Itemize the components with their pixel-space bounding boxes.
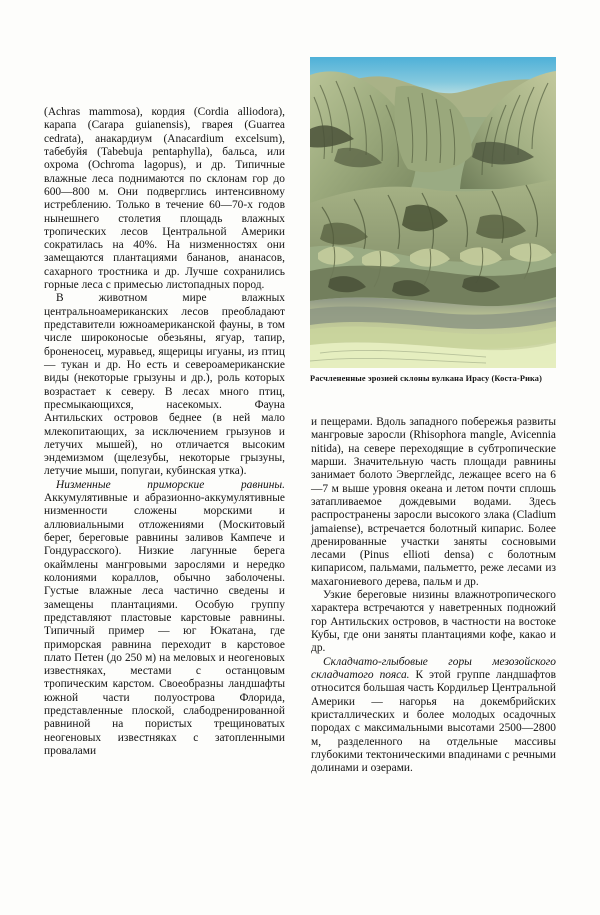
paragraph-lowland-plains [44, 479, 285, 759]
figure-caption: Расчлененные эрозией склоны вулкана Ирасу (Коста-Рика) [310, 374, 543, 383]
run-in-heading-fold-block-mountains: Складчато-глыбовые горы мезозойского складчатого пояса. [311, 655, 556, 681]
left-text-column [44, 106, 285, 758]
paragraph-fold-block-mountains [311, 656, 556, 776]
paragraph-fauna: В животном мире влажных центральноамериканских лесов преобладают представители южноамериканской фауны, в том числе широконосые обезьяны, ягуар, тапир, броненосец, муравьед, ящерицы игуаны, из птиц — тукан и др. Но есть и североамериканские виды (некоторые грызуны и др.), роль которых возрастает к северу. В лесах много птиц, пресмыкающихся, насекомых. Фауна Антильских островов беднее (в ней мало млекопитающих, за исключением грызунов и летучих мышей), но отличается высоким эндемизмом (щелезубы, некоторые грызуны, летучие мыши, попугаи, кубинская утка). [44, 292, 285, 478]
paragraph-forests: (Achras mammosa), кордия (Cordia alliodora), карапа (Carapa guianensis), гварея (Guarrea cedrata), анакардиум (Anacardium excelsum), табебуйя (Tabebuja pentaphylla), бальса, или охрома (Ochroma lagopus), и др. Типичные влажные леса поднимаются по склонам гор до 600—800 м. Они подверглись интенсивному истреблению. Только в течение 60—70-х годов нынешнего столетия площадь влажных тропических лесов Центральной Америки сократилась на 40%. На низменностях они замещаются плантациями бананов, ананасов, сахарного тростника и др. Лучше сохранились горные леса с примесью листопадных пород. [44, 106, 285, 292]
run-in-heading-lowland-plains: Низменные приморские равнины. [56, 478, 285, 491]
right-text-column [311, 416, 556, 775]
figure-volcano [310, 57, 556, 368]
paragraph-narrow-lowlands: Узкие береговые низины влажнотропического характера встречаются у наветренных подножий гор Антильских островов, в частности на востоке Кубы, где они заняты плантациями кофе, какао и др. [311, 589, 556, 655]
paragraph-everglades: и пещерами. Вдоль западного побережья развиты мангровые заросли (Rhisophora mangle, Avicennia nitida), на севере переходящие в субтропические марши. Значительную часть площади равнины занимает болото Эверглейдс, лежащее всего на 6—7 м выше уровня океана и летом почти сплошь затапливаемое дождевыми водами. Здесь распространены заросли высокого злака (Cladium jamaiense), встречается болотный кипарис. Более дренированные участки заняты сосновыми лесами (Pinus ellioti densa) с болотным кипарисом, пальмами, пальметто, реже лесами из махагониевого дерева, пальм и др. [311, 416, 556, 588]
paragraph-lowland-plains-body: Аккумулятивные и абразионно-аккумулятивные низменности сложены морскими и аллювиальными отложениями (Москитовый берег, береговые равнины заливов Кампече и Гондурасского). Низкие лагунные берега окаймлены мангровыми зарослями и нередко колониями кораллов, обычно заболочены. Густые влажные леса частично сведены и замещены плантациями. Особую группу представляют пластовые карстовые равнины. Типичный пример — юг Юкатана, где приморская равнина переходит в карстовое плато Петен (до 250 м) на меловых и неогеновых известняках, местами с останцовым тропическим карстом. Своеобразны ландшафты южной части полуострова Флорида, представленные плоской, слабодренированной равниной на пористых трещиноватых неогеновых известняках с затопленными провалами [44, 492, 285, 757]
volcano-photo [310, 57, 556, 368]
paragraph-fold-block-mountains-body: К этой группе ландшафтов относится большая часть Кордильер Центральной Америки — нагорья на докембрийских кристаллических и более молодых осадочных породах с максимальными высотами 2500—2800 м, разделенного на отдельные массивы глубокими тектоническими впадинами с речными долинами и озерами. [311, 668, 556, 775]
